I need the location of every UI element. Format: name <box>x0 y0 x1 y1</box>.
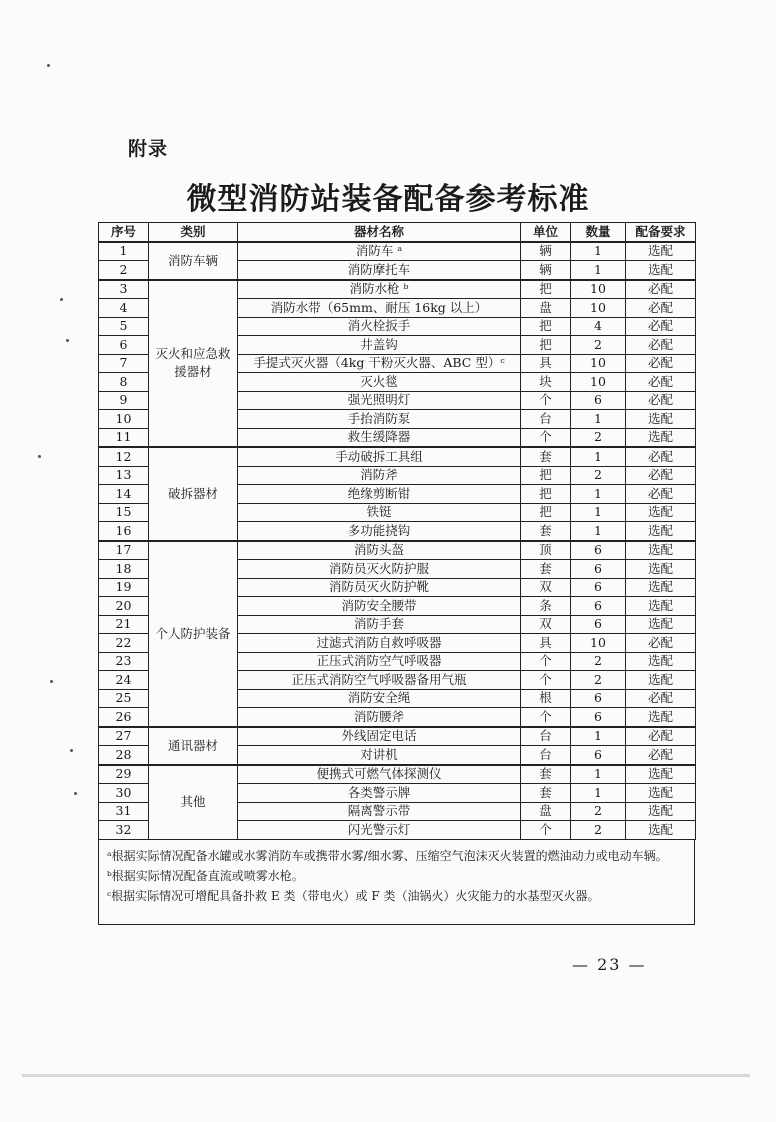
cell-requirement: 选配 <box>626 503 696 522</box>
cell-requirement: 必配 <box>626 727 696 746</box>
header-qty: 数量 <box>571 223 626 242</box>
cell-requirement: 选配 <box>626 410 696 429</box>
cell-category: 通讯器材 <box>149 727 238 765</box>
cell-qty: 1 <box>571 485 626 504</box>
cell-qty: 10 <box>571 373 626 392</box>
cell-unit: 个 <box>521 391 571 410</box>
cell-requirement: 选配 <box>626 597 696 616</box>
cell-no: 23 <box>99 652 149 671</box>
cell-requirement: 必配 <box>626 391 696 410</box>
cell-no: 8 <box>99 373 149 392</box>
cell-no: 7 <box>99 354 149 373</box>
scan-speck <box>50 680 53 683</box>
cell-name: 绝缘剪断钳 <box>238 485 521 504</box>
table-row <box>99 280 696 299</box>
cell-unit: 双 <box>521 578 571 597</box>
cell-unit: 个 <box>521 652 571 671</box>
cell-name: 灭火毯 <box>238 373 521 392</box>
header-no: 序号 <box>99 223 149 242</box>
cell-unit: 个 <box>521 821 571 840</box>
cell-unit: 套 <box>521 447 571 466</box>
cell-category: 消防车辆 <box>149 242 238 280</box>
cell-unit: 个 <box>521 708 571 727</box>
cell-no: 6 <box>99 336 149 355</box>
cell-requirement: 选配 <box>626 784 696 803</box>
cell-qty: 6 <box>571 689 626 708</box>
cell-unit: 把 <box>521 280 571 299</box>
cell-name: 铁铤 <box>238 503 521 522</box>
cell-qty: 6 <box>571 578 626 597</box>
cell-qty: 1 <box>571 727 626 746</box>
cell-category: 个人防护装备 <box>149 541 238 727</box>
cell-requirement: 必配 <box>626 280 696 299</box>
cell-unit: 条 <box>521 597 571 616</box>
cell-unit: 双 <box>521 615 571 634</box>
scan-speck <box>60 298 63 301</box>
cell-no: 11 <box>99 428 149 447</box>
cell-name: 手抬消防泵 <box>238 410 521 429</box>
cell-qty: 1 <box>571 765 626 784</box>
table-row <box>99 447 696 466</box>
cell-unit: 套 <box>521 784 571 803</box>
cell-qty: 1 <box>571 410 626 429</box>
appendix-label: 附录 <box>128 138 169 160</box>
cell-unit: 顶 <box>521 541 571 560</box>
cell-no: 3 <box>99 280 149 299</box>
cell-unit: 根 <box>521 689 571 708</box>
cell-unit: 台 <box>521 746 571 765</box>
cell-qty: 1 <box>571 242 626 261</box>
cell-requirement: 选配 <box>626 541 696 560</box>
footnote-c: ᶜ根据实际情况可增配具备扑救 E 类（带电火）或 F 类（油锅火）火灾能力的水基型灭火器。 <box>107 889 600 903</box>
scan-speck <box>47 64 50 67</box>
cell-unit: 辆 <box>521 242 571 261</box>
cell-name: 隔离警示带 <box>238 802 521 821</box>
page-number: — 23 — <box>572 955 647 974</box>
cell-unit: 具 <box>521 354 571 373</box>
cell-name: 消防手套 <box>238 615 521 634</box>
cell-qty: 6 <box>571 597 626 616</box>
cell-requirement: 选配 <box>626 522 696 541</box>
cell-requirement: 选配 <box>626 708 696 727</box>
header-unit: 单位 <box>521 223 571 242</box>
cell-requirement: 选配 <box>626 560 696 579</box>
cell-no: 31 <box>99 802 149 821</box>
scan-speck <box>74 792 77 795</box>
cell-qty: 2 <box>571 466 626 485</box>
cell-no: 18 <box>99 560 149 579</box>
cell-category: 其他 <box>149 765 238 840</box>
cell-no: 24 <box>99 671 149 690</box>
cell-no: 10 <box>99 410 149 429</box>
cell-no: 13 <box>99 466 149 485</box>
cell-requirement: 选配 <box>626 261 696 280</box>
cell-unit: 把 <box>521 317 571 336</box>
table-body <box>99 242 696 840</box>
table-row <box>99 242 696 261</box>
cell-qty: 6 <box>571 615 626 634</box>
cell-name: 正压式消防空气呼吸器 <box>238 652 521 671</box>
cell-requirement: 必配 <box>626 336 696 355</box>
cell-unit: 套 <box>521 522 571 541</box>
cell-category: 灭火和应急救援器材 <box>149 280 238 448</box>
cell-requirement: 选配 <box>626 671 696 690</box>
cell-qty: 2 <box>571 802 626 821</box>
cell-qty: 10 <box>571 354 626 373</box>
cell-name: 消防车 ᵃ <box>238 242 521 261</box>
cell-name: 过滤式消防自救呼吸器 <box>238 634 521 653</box>
cell-unit: 块 <box>521 373 571 392</box>
cell-qty: 4 <box>571 317 626 336</box>
cell-no: 15 <box>99 503 149 522</box>
cell-no: 4 <box>99 299 149 318</box>
cell-no: 20 <box>99 597 149 616</box>
cell-name: 手动破拆工具组 <box>238 447 521 466</box>
cell-no: 19 <box>99 578 149 597</box>
cell-name: 对讲机 <box>238 746 521 765</box>
scan-speck <box>38 455 41 458</box>
cell-qty: 10 <box>571 299 626 318</box>
cell-no: 32 <box>99 821 149 840</box>
cell-name: 消防斧 <box>238 466 521 485</box>
cell-no: 28 <box>99 746 149 765</box>
cell-no: 17 <box>99 541 149 560</box>
cell-name: 消防员灭火防护服 <box>238 560 521 579</box>
header-requirement: 配备要求 <box>626 223 696 242</box>
cell-name: 强光照明灯 <box>238 391 521 410</box>
cell-name: 外线固定电话 <box>238 727 521 746</box>
table-row <box>99 765 696 784</box>
cell-qty: 2 <box>571 671 626 690</box>
footnote-a: ᵃ根据实际情况配备水罐或水雾消防车或携带水雾/细水雾、压缩空气泡沫灭火装置的燃油动力或电动车辆。 <box>107 849 668 863</box>
table-row <box>99 727 696 746</box>
cell-unit: 具 <box>521 634 571 653</box>
cell-requirement: 选配 <box>626 578 696 597</box>
cell-name: 消防头盔 <box>238 541 521 560</box>
cell-qty: 6 <box>571 391 626 410</box>
cell-requirement: 必配 <box>626 373 696 392</box>
cell-name: 便携式可燃气体探测仪 <box>238 765 521 784</box>
scan-speck <box>66 339 69 342</box>
cell-qty: 1 <box>571 784 626 803</box>
cell-name: 消防腰斧 <box>238 708 521 727</box>
footnote-b: ᵇ根据实际情况配备直流或喷雾水枪。 <box>107 869 304 883</box>
cell-qty: 6 <box>571 560 626 579</box>
cell-requirement: 选配 <box>626 802 696 821</box>
cell-unit: 盘 <box>521 802 571 821</box>
cell-unit: 套 <box>521 560 571 579</box>
cell-name: 闪光警示灯 <box>238 821 521 840</box>
cell-name: 消防安全绳 <box>238 689 521 708</box>
cell-name: 消火栓扳手 <box>238 317 521 336</box>
cell-qty: 2 <box>571 336 626 355</box>
equipment-table <box>98 222 696 840</box>
cell-requirement: 选配 <box>626 765 696 784</box>
cell-requirement: 必配 <box>626 485 696 504</box>
cell-qty: 2 <box>571 821 626 840</box>
cell-qty: 6 <box>571 708 626 727</box>
table-header-row <box>99 223 696 242</box>
cell-name: 正压式消防空气呼吸器备用气瓶 <box>238 671 521 690</box>
footnotes <box>98 840 695 925</box>
cell-requirement: 选配 <box>626 821 696 840</box>
cell-no: 12 <box>99 447 149 466</box>
cell-requirement: 选配 <box>626 242 696 261</box>
cell-qty: 1 <box>571 261 626 280</box>
cell-category: 破拆器材 <box>149 447 238 541</box>
cell-no: 1 <box>99 242 149 261</box>
header-name: 器材名称 <box>238 223 521 242</box>
scan-speck <box>70 749 73 752</box>
cell-requirement: 必配 <box>626 317 696 336</box>
document-title: 微型消防站装备配备参考标准 <box>186 182 590 217</box>
cell-unit: 把 <box>521 466 571 485</box>
header-category: 类别 <box>149 223 238 242</box>
cell-qty: 2 <box>571 428 626 447</box>
cell-unit: 辆 <box>521 261 571 280</box>
cell-unit: 个 <box>521 671 571 690</box>
cell-unit: 把 <box>521 336 571 355</box>
cell-name: 手提式灭火器（4kg 干粉灭火器、ABC 型）ᶜ <box>238 354 521 373</box>
cell-qty: 2 <box>571 652 626 671</box>
cell-no: 30 <box>99 784 149 803</box>
cell-qty: 10 <box>571 280 626 299</box>
cell-qty: 6 <box>571 746 626 765</box>
cell-name: 消防水枪 ᵇ <box>238 280 521 299</box>
cell-name: 井盖钩 <box>238 336 521 355</box>
cell-no: 25 <box>99 689 149 708</box>
cell-no: 22 <box>99 634 149 653</box>
cell-qty: 1 <box>571 447 626 466</box>
cell-qty: 1 <box>571 503 626 522</box>
cell-qty: 10 <box>571 634 626 653</box>
cell-unit: 把 <box>521 503 571 522</box>
cell-qty: 1 <box>571 522 626 541</box>
cell-no: 26 <box>99 708 149 727</box>
cell-requirement: 必配 <box>626 354 696 373</box>
table-row <box>99 541 696 560</box>
cell-name: 消防安全腰带 <box>238 597 521 616</box>
cell-name: 消防摩托车 <box>238 261 521 280</box>
cell-requirement: 必配 <box>626 689 696 708</box>
cell-no: 14 <box>99 485 149 504</box>
cell-unit: 个 <box>521 428 571 447</box>
cell-unit: 台 <box>521 410 571 429</box>
cell-no: 2 <box>99 261 149 280</box>
cell-name: 消防员灭火防护靴 <box>238 578 521 597</box>
cell-requirement: 必配 <box>626 447 696 466</box>
cell-no: 27 <box>99 727 149 746</box>
cell-requirement: 必配 <box>626 466 696 485</box>
cell-no: 21 <box>99 615 149 634</box>
cell-name: 消防水带（65mm、耐压 16kg 以上） <box>238 299 521 318</box>
cell-unit: 盘 <box>521 299 571 318</box>
cell-name: 多功能挠钩 <box>238 522 521 541</box>
bottom-rule <box>22 1074 750 1077</box>
cell-requirement: 选配 <box>626 652 696 671</box>
cell-unit: 套 <box>521 765 571 784</box>
cell-unit: 把 <box>521 485 571 504</box>
cell-name: 救生缓降器 <box>238 428 521 447</box>
cell-requirement: 必配 <box>626 634 696 653</box>
cell-no: 16 <box>99 522 149 541</box>
cell-requirement: 必配 <box>626 746 696 765</box>
cell-qty: 6 <box>571 541 626 560</box>
cell-requirement: 必配 <box>626 299 696 318</box>
cell-no: 5 <box>99 317 149 336</box>
cell-requirement: 选配 <box>626 615 696 634</box>
cell-requirement: 选配 <box>626 428 696 447</box>
cell-no: 9 <box>99 391 149 410</box>
cell-no: 29 <box>99 765 149 784</box>
cell-name: 各类警示牌 <box>238 784 521 803</box>
cell-unit: 台 <box>521 727 571 746</box>
